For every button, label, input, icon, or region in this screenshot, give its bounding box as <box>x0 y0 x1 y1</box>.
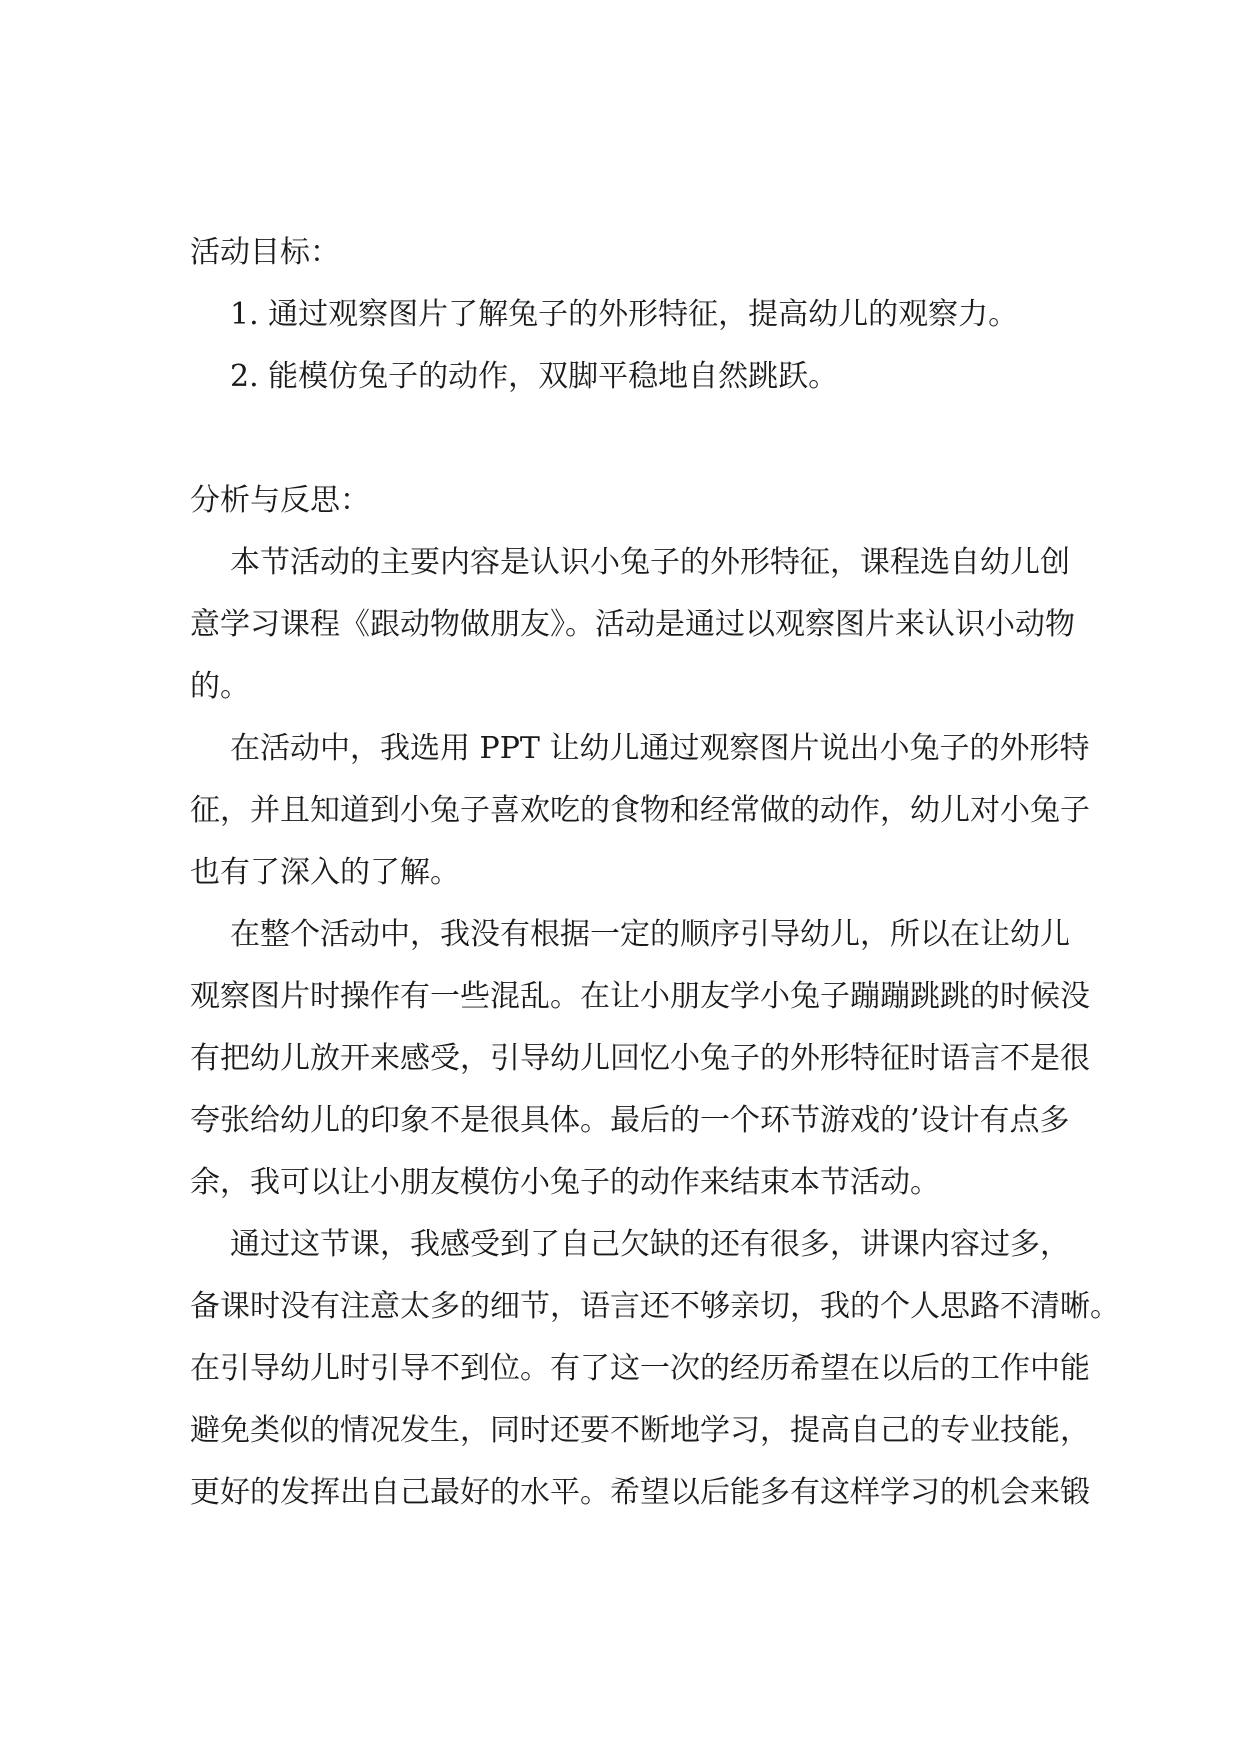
paragraph-line: 备课时没有注意太多的细节，语言还不够亲切，我的个人思路不清晰。 <box>190 1289 1120 1324</box>
analysis-paragraph-3 <box>190 904 1090 1214</box>
paragraph-line: 通过这节课，我感受到了自己欠缺的还有很多，讲课内容过多， <box>230 1227 1070 1262</box>
paragraph-line: 征，并且知道到小兔子喜欢吃的食物和经常做的动作，幼儿对小兔子 <box>190 793 1090 828</box>
paragraph-line: 余，我可以让小朋友模仿小兔子的动作来结束本节活动。 <box>190 1165 940 1200</box>
paragraph-line: 观察图片时操作有一些混乱。在让小朋友学小兔子蹦蹦跳跳的时候没 <box>190 979 1090 1014</box>
goal-item-1: 1. 通过观察图片了解兔子的外形特征，提高幼儿的观察力。 <box>230 297 1019 332</box>
paragraph-line: 意学习课程《跟动物做朋友》。活动是通过以观察图片来认识小动物 <box>190 607 1075 642</box>
paragraph-line: 在整个活动中，我没有根据一定的顺序引导幼儿，所以在让幼儿 <box>230 917 1070 952</box>
paragraph-line: 本节活动的主要内容是认识小兔子的外形特征，课程选自幼儿创 <box>230 545 1070 580</box>
goals-heading: 活动目标： <box>190 235 340 270</box>
goal-item-2: 2. 能模仿兔子的动作，双脚平稳地自然跳跃。 <box>230 359 839 394</box>
paragraph-line: 也有了深入的了解。 <box>190 855 460 890</box>
section-gap <box>190 408 1058 470</box>
analysis-paragraph-1 <box>190 532 1075 718</box>
document-body <box>190 222 1120 1524</box>
analysis-heading: 分析与反思： <box>190 483 370 518</box>
paragraph-line: 在活动中，我选用 PPT 让幼儿通过观察图片说出小兔子的外形特 <box>230 731 1090 766</box>
paragraph-line: 夸张给幼儿的印象不是很具体。最后的一个环节游戏的’设计有点多 <box>190 1103 1070 1138</box>
analysis-paragraph-4 <box>190 1214 1120 1524</box>
paragraph-line: 有把幼儿放开来感受，引导幼儿回忆小兔子的外形特征时语言不是很 <box>190 1041 1090 1076</box>
analysis-paragraph-2 <box>190 718 1090 904</box>
paragraph-line: 的。 <box>190 669 250 704</box>
paragraph-line: 在引导幼儿时引导不到位。有了这一次的经历希望在以后的工作中能 <box>190 1351 1090 1386</box>
paragraph-line: 避免类似的情况发生，同时还要不断地学习，提高自己的专业技能， <box>190 1413 1090 1448</box>
paragraph-line: 更好的发挥出自己最好的水平。希望以后能多有这样学习的机会来锻 <box>190 1475 1090 1510</box>
